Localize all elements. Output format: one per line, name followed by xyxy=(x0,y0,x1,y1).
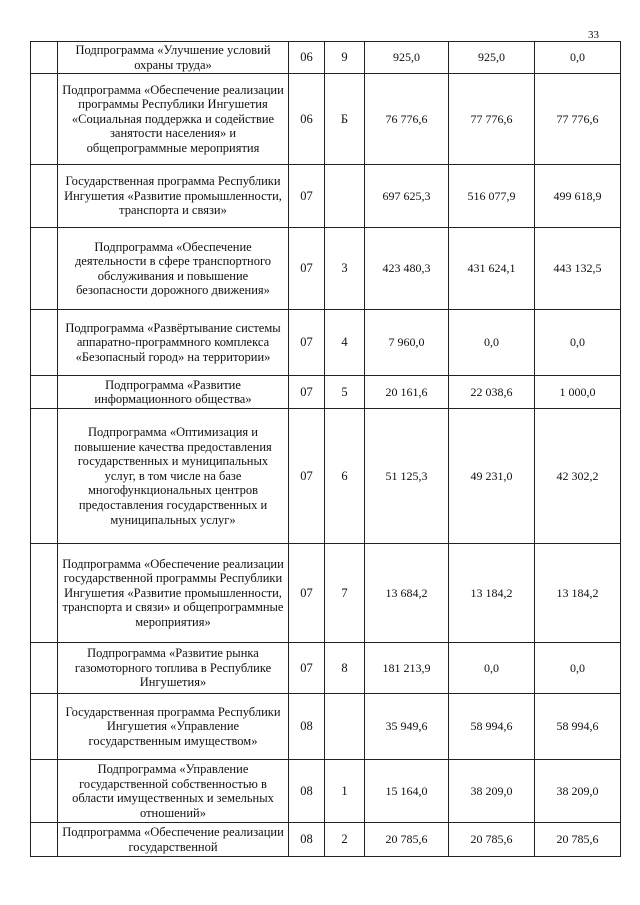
section-code-text: 07 xyxy=(300,335,313,350)
table-row xyxy=(31,74,621,165)
amount-year3-text: 38 209,0 xyxy=(556,783,599,798)
section-code-text: 07 xyxy=(300,188,313,203)
amount-year2-cell xyxy=(449,165,535,228)
amount-year1-cell xyxy=(365,376,449,409)
amount-year1-cell xyxy=(365,760,449,823)
amount-year1-cell xyxy=(365,823,449,857)
blank-cell xyxy=(31,42,58,74)
section-code-text: 08 xyxy=(300,783,313,798)
amount-year2-text: 58 994,6 xyxy=(470,719,513,734)
section-code-cell xyxy=(289,643,325,694)
subprogram-code-cell xyxy=(325,376,365,409)
subprogram-code-cell xyxy=(325,409,365,544)
blank-cell xyxy=(31,310,58,376)
program-name-cell xyxy=(58,544,289,643)
amount-year2-text: 925,0 xyxy=(478,50,505,65)
blank-cell xyxy=(31,74,58,165)
amount-year3-cell xyxy=(535,228,621,310)
table-row xyxy=(31,42,621,74)
subprogram-code-cell xyxy=(325,760,365,823)
section-code-text: 07 xyxy=(300,468,313,483)
table-row xyxy=(31,165,621,228)
amount-year2-cell xyxy=(449,409,535,544)
amount-year2-text: 20 785,6 xyxy=(470,832,513,847)
amount-year3-text: 499 618,9 xyxy=(553,188,602,203)
program-name-cell xyxy=(58,409,289,544)
subprogram-code-text: Б xyxy=(340,111,349,126)
amount-year3-text: 58 994,6 xyxy=(556,719,599,734)
amount-year1-text: 35 949,6 xyxy=(385,719,428,734)
program-name-text: Подпрограмма «Оптимизация и повышение качества предоставления государственных и муниципальных услуг, в том числе на базе многофункциональных центров предоставления государственных и муниципальных услуг» xyxy=(74,425,272,527)
amount-year3-cell xyxy=(535,544,621,643)
amount-year1-text: 13 684,2 xyxy=(385,585,428,600)
program-name-cell xyxy=(58,42,289,74)
amount-year1-cell xyxy=(365,74,449,165)
program-name-cell xyxy=(58,310,289,376)
program-name-cell xyxy=(58,376,289,409)
amount-year1-text: 7 960,0 xyxy=(388,335,425,350)
blank-cell xyxy=(31,544,58,643)
amount-year1-cell xyxy=(365,643,449,694)
amount-year3-cell xyxy=(535,42,621,74)
budget-table xyxy=(30,41,621,857)
subprogram-code-text: 8 xyxy=(341,660,348,675)
blank-cell xyxy=(31,823,58,857)
program-name-cell xyxy=(58,228,289,310)
amount-year1-cell xyxy=(365,544,449,643)
section-code-text: 07 xyxy=(300,384,313,399)
program-name-text: Подпрограмма «Развёртывание системы аппаратно-программного комплекса «Безопасный город» на территории» xyxy=(65,320,281,364)
subprogram-code-cell xyxy=(325,823,365,857)
subprogram-code-cell xyxy=(325,228,365,310)
amount-year2-cell xyxy=(449,42,535,74)
section-code-cell xyxy=(289,74,325,165)
subprogram-code-text: 6 xyxy=(341,468,348,483)
amount-year3-cell xyxy=(535,74,621,165)
amount-year1-text: 925,0 xyxy=(393,50,420,65)
amount-year1-cell xyxy=(365,310,449,376)
amount-year2-text: 22 038,6 xyxy=(470,384,513,399)
program-name-text: Государственная программа Республики Ингушетия «Управление государственным имуществом» xyxy=(65,704,281,748)
section-code-cell xyxy=(289,42,325,74)
subprogram-code-cell xyxy=(325,694,365,760)
amount-year3-text: 20 785,6 xyxy=(556,832,599,847)
section-code-cell xyxy=(289,376,325,409)
program-name-text: Подпрограмма «Развитие рынка газомоторного топлива в Республике Ингушетия» xyxy=(74,646,272,690)
amount-year2-cell xyxy=(449,228,535,310)
amount-year1-cell xyxy=(365,42,449,74)
section-code-cell xyxy=(289,310,325,376)
subprogram-code-text: 3 xyxy=(341,261,348,276)
amount-year1-cell xyxy=(365,165,449,228)
program-name-cell xyxy=(58,694,289,760)
amount-year1-text: 51 125,3 xyxy=(385,468,428,483)
amount-year3-cell xyxy=(535,694,621,760)
program-name-text: Подпрограмма «Управление государственной собственностью в области имущественных и земельных отношений» xyxy=(72,762,274,820)
amount-year2-text: 516 077,9 xyxy=(467,188,516,203)
amount-year3-cell xyxy=(535,165,621,228)
table-body xyxy=(31,42,621,857)
subprogram-code-text: 4 xyxy=(341,335,348,350)
amount-year2-cell xyxy=(449,310,535,376)
amount-year3-text: 42 302,2 xyxy=(556,468,599,483)
amount-year1-cell xyxy=(365,694,449,760)
program-name-text: Подпрограмма «Обеспечение реализации программы Республики Ингушетия «Социальная поддержка и содействие занятости населения» и общепрограммные мероприятия xyxy=(62,82,284,156)
table-row xyxy=(31,228,621,310)
amount-year1-cell xyxy=(365,228,449,310)
subprogram-code-cell xyxy=(325,643,365,694)
amount-year3-text: 0,0 xyxy=(570,50,585,65)
section-code-text: 08 xyxy=(300,719,313,734)
amount-year2-text: 0,0 xyxy=(484,335,499,350)
amount-year2-text: 38 209,0 xyxy=(470,783,513,798)
section-code-cell xyxy=(289,694,325,760)
program-name-text: Подпрограмма «Обеспечение реализации государственной xyxy=(62,825,284,854)
amount-year3-text: 0,0 xyxy=(570,660,585,675)
program-name-text: Подпрограмма «Развитие информационного общества» xyxy=(94,377,252,407)
amount-year3-cell xyxy=(535,310,621,376)
amount-year3-text: 77 776,6 xyxy=(556,111,599,126)
amount-year2-cell xyxy=(449,74,535,165)
section-code-cell xyxy=(289,409,325,544)
amount-year2-cell xyxy=(449,643,535,694)
amount-year3-text: 0,0 xyxy=(570,335,585,350)
subprogram-code-cell xyxy=(325,544,365,643)
program-name-cell xyxy=(58,760,289,823)
subprogram-code-text: 1 xyxy=(341,783,348,798)
amount-year3-cell xyxy=(535,760,621,823)
amount-year1-text: 20 785,6 xyxy=(385,832,428,847)
amount-year1-cell xyxy=(365,409,449,544)
amount-year1-text: 697 625,3 xyxy=(382,188,431,203)
amount-year2-text: 431 624,1 xyxy=(467,261,516,276)
amount-year3-text: 443 132,5 xyxy=(553,261,602,276)
table-row xyxy=(31,544,621,643)
section-code-cell xyxy=(289,760,325,823)
blank-cell xyxy=(31,376,58,409)
blank-cell xyxy=(31,409,58,544)
amount-year2-text: 49 231,0 xyxy=(470,468,513,483)
amount-year2-cell xyxy=(449,823,535,857)
blank-cell xyxy=(31,228,58,310)
section-code-cell xyxy=(289,544,325,643)
blank-cell xyxy=(31,694,58,760)
amount-year1-text: 15 164,0 xyxy=(385,783,428,798)
section-code-cell xyxy=(289,165,325,228)
section-code-text: 07 xyxy=(300,660,313,675)
amount-year2-text: 77 776,6 xyxy=(470,111,513,126)
program-name-text: Подпрограмма «Улучшение условий охраны труда» xyxy=(75,43,271,72)
amount-year3-cell xyxy=(535,643,621,694)
section-code-text: 06 xyxy=(300,50,313,65)
subprogram-code-cell xyxy=(325,74,365,165)
amount-year3-text: 1 000,0 xyxy=(559,384,596,399)
section-code-cell xyxy=(289,823,325,857)
section-code-text: 07 xyxy=(300,261,313,276)
subprogram-code-text: 9 xyxy=(341,50,348,65)
table-row xyxy=(31,376,621,409)
subprogram-code-cell xyxy=(325,42,365,74)
table-row xyxy=(31,409,621,544)
program-name-text: Подпрограмма «Обеспечение деятельности в сфере транспортного обслуживания и повышение безопасности дорожного движения» xyxy=(74,239,272,298)
table-row xyxy=(31,694,621,760)
program-name-text: Государственная программа Республики Ингушетия «Развитие промышленности, транспорта и связи» xyxy=(64,174,282,218)
amount-year2-text: 0,0 xyxy=(484,660,499,675)
amount-year2-cell xyxy=(449,376,535,409)
amount-year2-text: 13 184,2 xyxy=(470,585,513,600)
blank-cell xyxy=(31,165,58,228)
amount-year2-cell xyxy=(449,544,535,643)
section-code-cell xyxy=(289,228,325,310)
program-name-cell xyxy=(58,165,289,228)
table-row xyxy=(31,310,621,376)
amount-year3-cell xyxy=(535,409,621,544)
program-name-cell xyxy=(58,823,289,857)
amount-year3-text: 13 184,2 xyxy=(556,585,599,600)
amount-year3-cell xyxy=(535,823,621,857)
amount-year1-text: 76 776,6 xyxy=(385,111,428,126)
subprogram-code-text: 5 xyxy=(341,384,348,399)
amount-year1-text: 20 161,6 xyxy=(385,384,428,399)
page-number: 33 xyxy=(588,29,599,41)
program-name-text: Подпрограмма «Обеспечение реализации государственной программы Республики Ингушетия «Развитие промышленности, транспорта и связи» и общепрограммные мероприятия» xyxy=(62,556,284,630)
subprogram-code-text: 7 xyxy=(341,585,348,600)
table-row xyxy=(31,643,621,694)
program-name-cell xyxy=(58,74,289,165)
amount-year2-cell xyxy=(449,760,535,823)
section-code-text: 07 xyxy=(300,585,313,600)
program-name-cell xyxy=(58,643,289,694)
amount-year1-text: 423 480,3 xyxy=(382,261,431,276)
amount-year3-cell xyxy=(535,376,621,409)
section-code-text: 08 xyxy=(300,832,313,847)
amount-year1-text: 181 213,9 xyxy=(382,660,431,675)
blank-cell xyxy=(31,760,58,823)
section-code-text: 06 xyxy=(300,111,313,126)
subprogram-code-cell xyxy=(325,310,365,376)
table-row xyxy=(31,760,621,823)
subprogram-code-cell xyxy=(325,165,365,228)
subprogram-code-text: 2 xyxy=(341,832,348,847)
amount-year2-cell xyxy=(449,694,535,760)
table-row xyxy=(31,823,621,857)
blank-cell xyxy=(31,643,58,694)
